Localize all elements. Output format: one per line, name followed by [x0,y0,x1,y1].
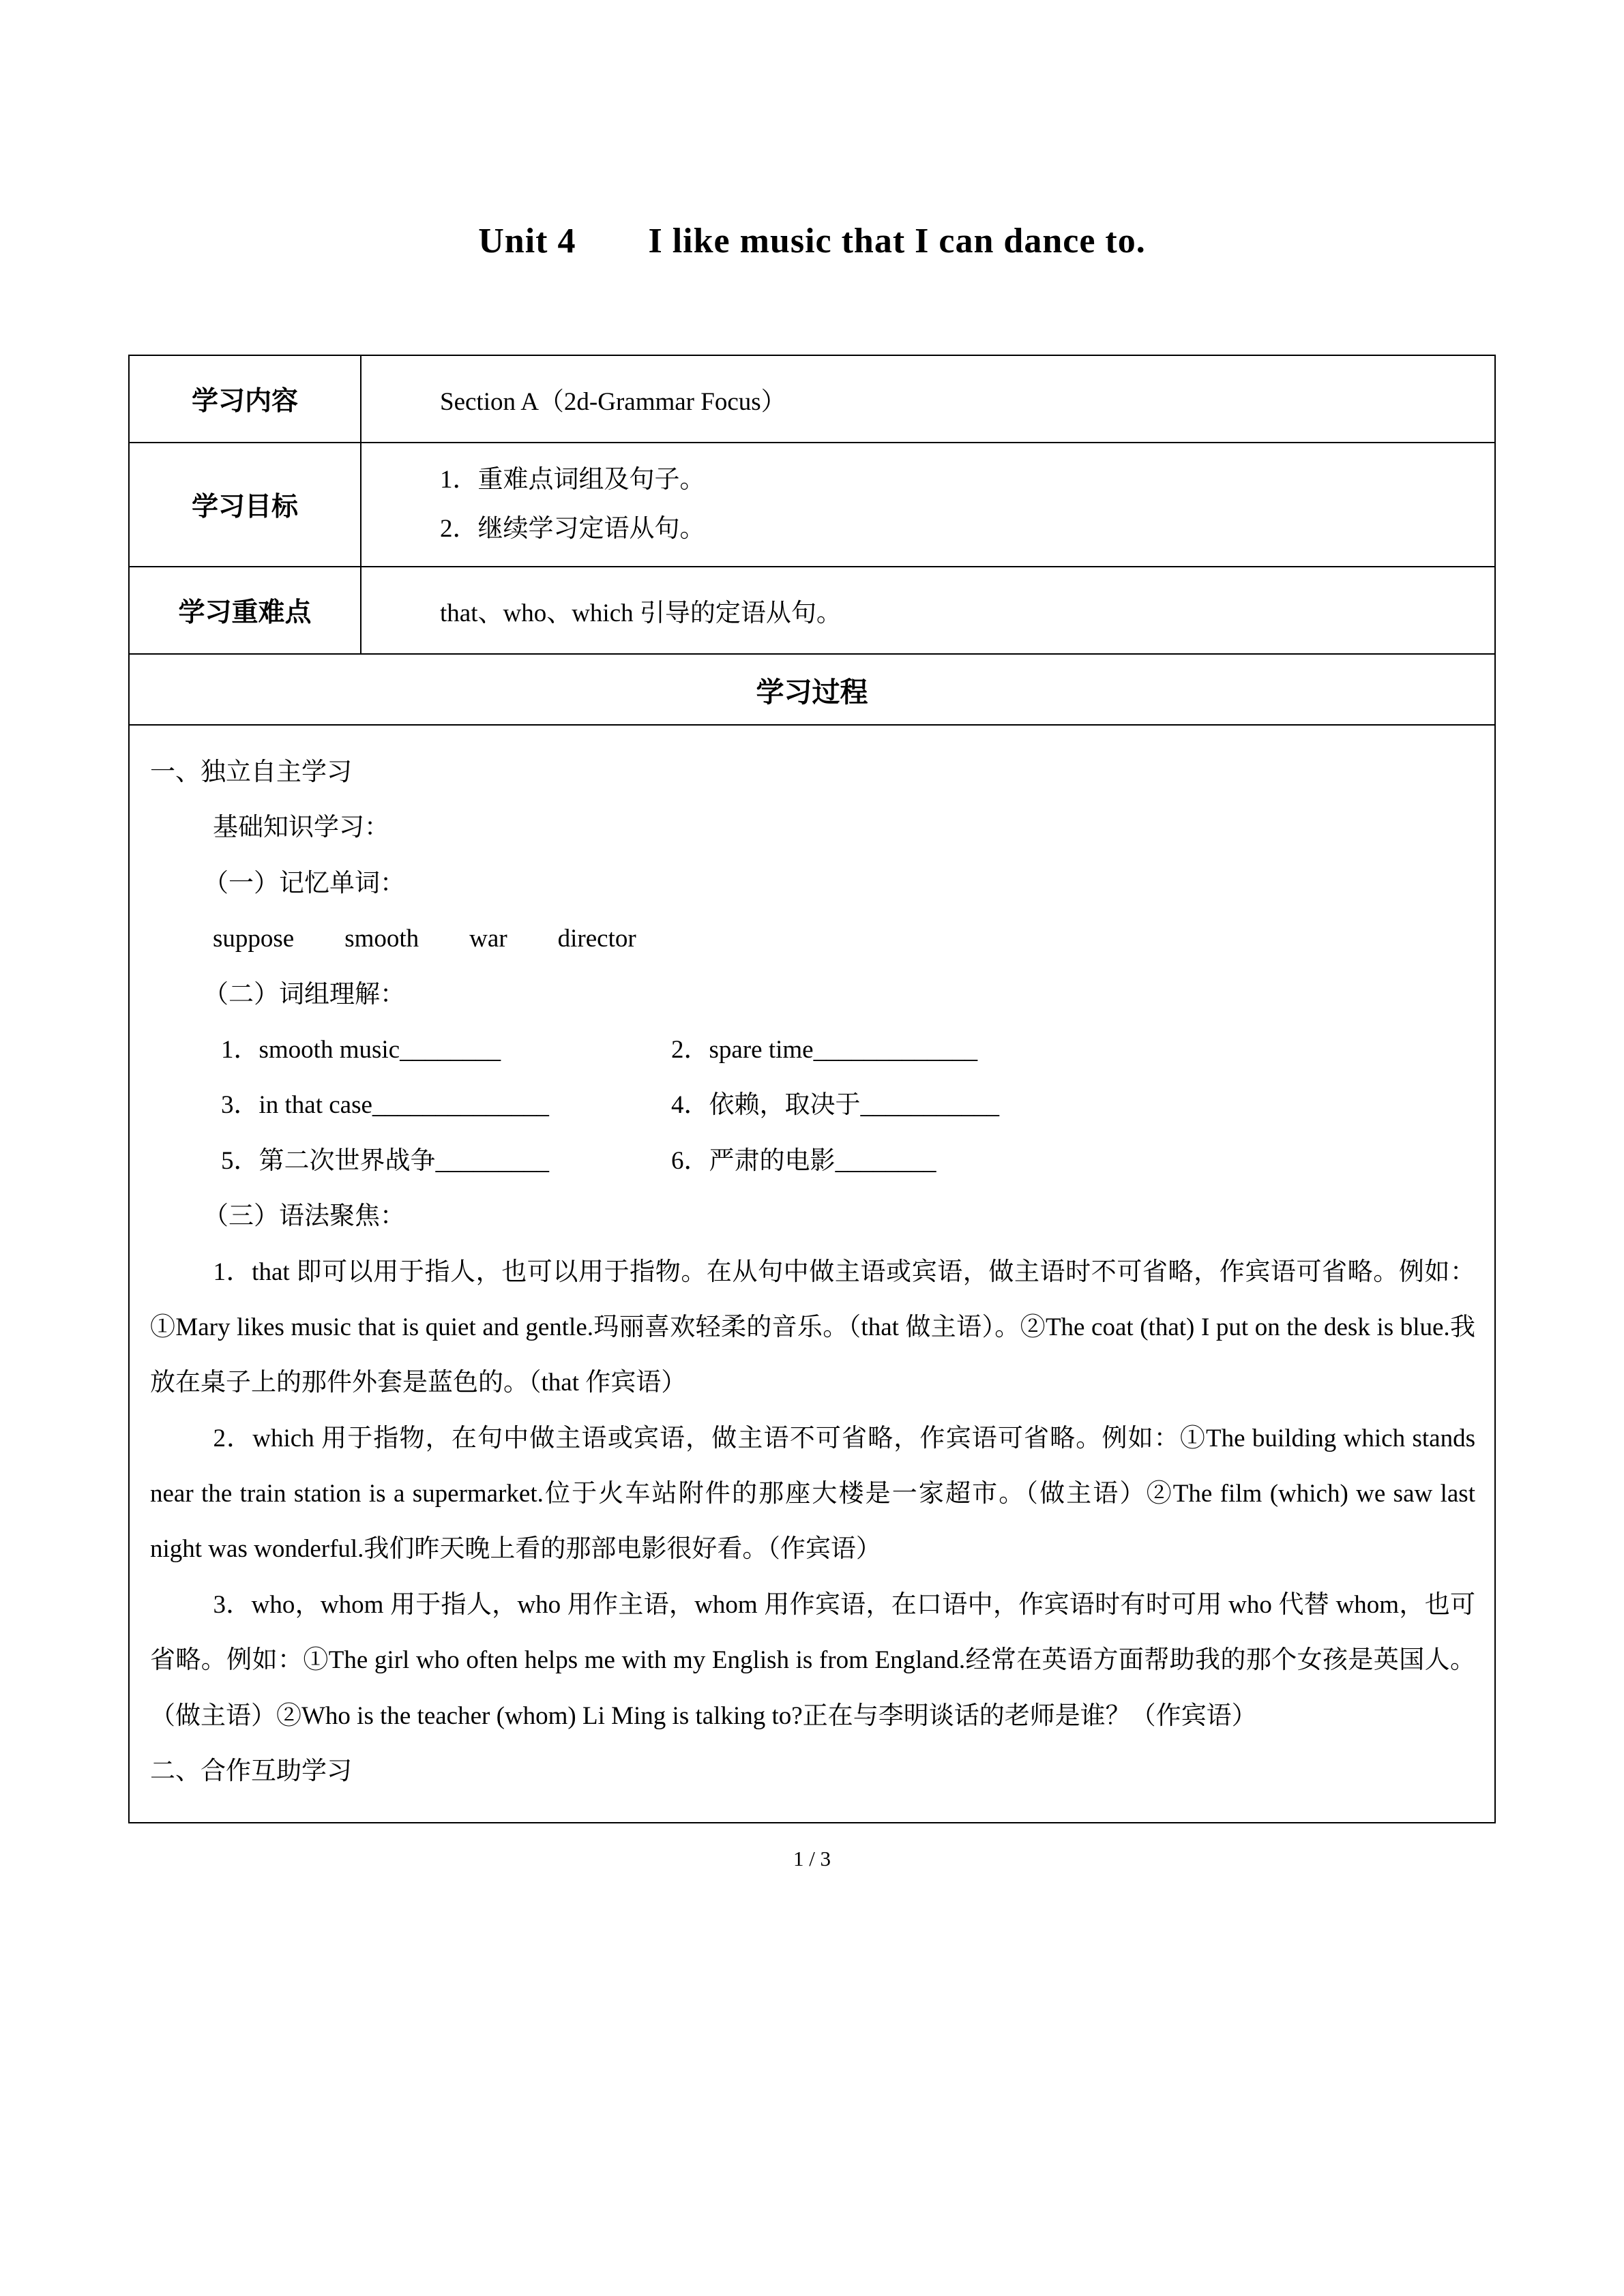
part2-title: （二）词组理解： [203,980,405,1009]
part1-title: （一）记忆单词： [203,869,405,897]
grammar-paragraph-who: 3．who，whom 用于指人，who 用作主语，whom 用作宾语，在口语中，作宾语时有时可用 who 代替 whom，也可省略。例如：①The girl who often helps me with my English is from England.经常在英语方面帮助我的那个女孩是英国人。（做主语）②Who is the teacher (whom) Li Ming is talking to?正在与李明谈话的老师是谁？（作宾语） [150,1590,1475,1730]
process-header: 学习过程 [129,654,1495,725]
page-number: 1 / 3 [793,1847,831,1871]
main-content-cell [129,725,1495,1823]
table-row-process-header [129,654,1495,725]
phrase-item-5: 5．第二次世界战争_________ [221,1146,549,1175]
worksheet-table [128,355,1496,1823]
page-title: Unit 4 I like music that I can dance to. [478,222,1146,260]
row-value-learning-goals [361,443,1495,567]
row-label-learning-content: 学习内容 [129,355,361,443]
section2-title: 二、合作互助学习 [150,1757,352,1786]
basic-knowledge-title: 基础知识学习： [213,814,389,842]
phrase-item-6: 6．严肃的电影________ [671,1146,936,1175]
phrase-row [221,1077,1475,1133]
phrase-row [221,1133,1475,1189]
table-row-content [129,355,1495,443]
goal-line-1: 1．重难点词组及句子。 [440,466,705,494]
row-label-learning-goals: 学习目标 [129,443,361,567]
row-value-key-points: that、who、which 引导的定语从句。 [361,567,1495,654]
phrase-item-3: 3．in that case______________ [221,1091,549,1120]
phrase-item-1: 1．smooth music________ [221,1035,501,1064]
word-list: suppose smooth war director [213,925,636,953]
section1-title: 一、独立自主学习 [150,758,352,786]
grammar-paragraph-that: 1．that 即可以用于指人，也可以用于指物。在从句中做主语或宾语，做主语时不可省略，作宾语可省略。例如：①Mary likes music that is quiet and gentle.玛丽喜欢轻柔的音乐。（that 做主语）。②The coat (that) I put on the desk is blue.我放在桌子上的那件外套是蓝色的。（that 作宾语） [150,1257,1475,1397]
phrase-item-2: 2．spare time_____________ [671,1035,978,1064]
table-row-key-points [129,567,1495,654]
row-value-learning-content: Section A（2d-Grammar Focus） [361,355,1495,443]
table-row-main-content [129,725,1495,1823]
table-row-goals [129,443,1495,567]
row-label-key-points: 学习重难点 [129,567,361,654]
phrase-row [221,1022,1475,1077]
goal-line-2: 2．继续学习定语从句。 [440,515,705,543]
grammar-paragraph-which: 2．which 用于指物，在句中做主语或宾语，做主语不可省略，作宾语可省略。例如：①The building which stands near the train station is a supermarket.位于火车站附件的那座大楼是一家超市。（做主语）②The film (which) we saw last night was wonderful.我们昨天晚上看的那部电影很好看。（作宾语） [150,1424,1475,1564]
phrase-item-4: 4．依赖，取决于___________ [671,1091,999,1120]
part3-title: （三）语法聚焦： [203,1202,405,1231]
